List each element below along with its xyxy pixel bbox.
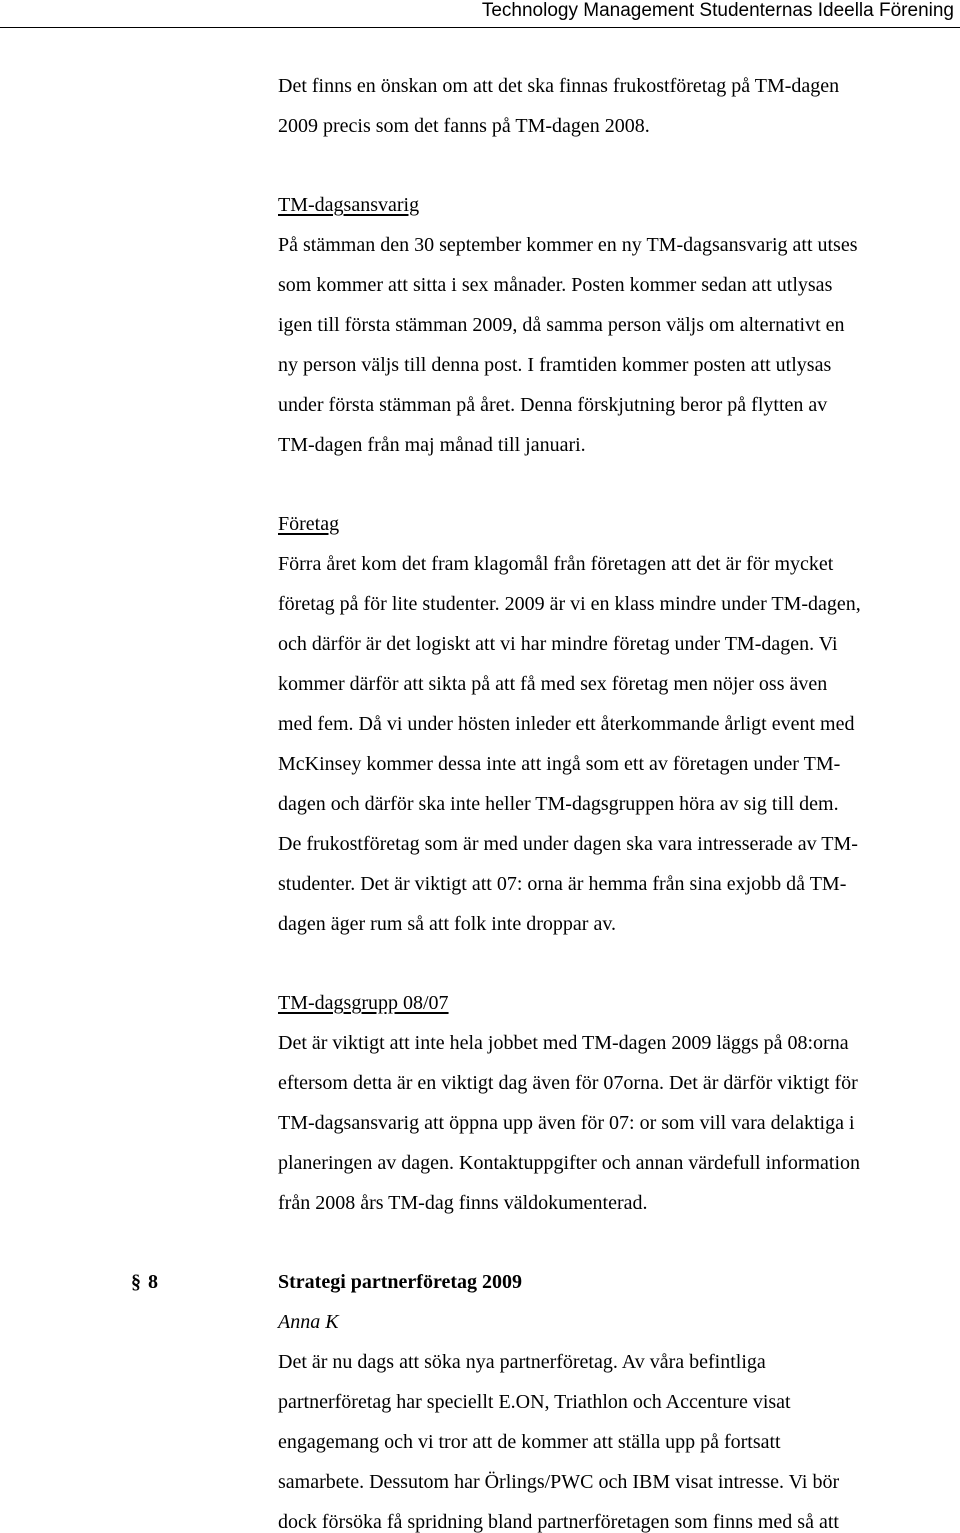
tm-group-line: från 2008 års TM-dag finns väldokumenterad. xyxy=(278,1192,648,1214)
companies-line: studenter. Det är viktigt att 07: orna är hemma från sina exjobb då TM- xyxy=(278,873,847,895)
section-line: dock försöka få spridning bland partnerföretagen som finns med så att xyxy=(278,1511,839,1533)
header-rule xyxy=(0,27,960,28)
companies-line: och därför är det logiskt att vi har mindre företag under TM-dagen. Vi xyxy=(278,633,838,655)
intro-line: 2009 precis som det fanns på TM-dagen 2008. xyxy=(278,115,650,137)
section-author: Anna K xyxy=(278,1311,339,1333)
tm-group-line: TM-dagsansvarig att öppna upp även för 07: or som vill vara delaktiga i xyxy=(278,1112,855,1134)
tm-responsible-heading: TM-dagsansvarig xyxy=(278,194,420,216)
section-line: partnerföretag har speciellt E.ON, Triathlon och Accenture visat xyxy=(278,1391,791,1413)
section-number: 8 xyxy=(148,1271,158,1293)
companies-heading: Företag xyxy=(278,513,340,535)
section-line: engagemang och vi tror att de kommer att ställa upp på fortsatt xyxy=(278,1431,781,1453)
tm-responsible-line: ny person väljs till denna post. I framtiden kommer posten att utlysas xyxy=(278,354,832,376)
tm-responsible-line: igen till första stämman 2009, då samma person väljs om alternativt en xyxy=(278,314,845,336)
section-symbol: § xyxy=(131,1271,141,1293)
tm-responsible-line: TM-dagen från maj månad till januari. xyxy=(278,434,586,456)
companies-line: De frukostföretag som är med under dagen ska vara intresserade av TM- xyxy=(278,833,858,855)
companies-line: kommer därför att sikta på att få med sex företag men nöjer oss även xyxy=(278,673,828,695)
companies-line: företag på för lite studenter. 2009 är vi en klass mindre under TM-dagen, xyxy=(278,593,861,615)
tm-group-line: eftersom detta är en viktigt dag även för 07orna. Det är därför viktigt för xyxy=(278,1072,858,1094)
tm-responsible-line: under första stämman på året. Denna förskjutning beror på flytten av xyxy=(278,394,828,416)
tm-group-heading: TM-dagsgrupp 08/07 xyxy=(278,992,449,1014)
companies-line: Förra året kom det fram klagomål från företagen att det är för mycket xyxy=(278,553,834,575)
section-line: samarbete. Dessutom har Örlings/PWC och IBM visat intresse. Vi bör xyxy=(278,1471,840,1493)
intro-line: Det finns en önskan om att det ska finnas frukostföretag på TM-dagen xyxy=(278,75,840,97)
companies-line: McKinsey kommer dessa inte att ingå som ett av företagen under TM- xyxy=(278,753,841,775)
tm-group-line: planeringen av dagen. Kontaktuppgifter och annan värdefull information xyxy=(278,1152,861,1174)
tm-responsible-line: som kommer att sitta i sex månader. Posten kommer sedan att utlysas xyxy=(278,274,833,296)
companies-line: med fem. Då vi under hösten inleder ett återkommande årligt event med xyxy=(278,713,855,735)
section-title: Strategi partnerföretag 2009 xyxy=(278,1271,523,1293)
companies-line: dagen äger rum så att folk inte droppar av. xyxy=(278,913,617,935)
tm-responsible-line: På stämman den 30 september kommer en ny TM-dagsansvarig att utses xyxy=(278,234,858,256)
running-header: Technology Management Studenternas Ideella Förening xyxy=(481,0,954,21)
section-line: Det är nu dags att söka nya partnerföretag. Av våra befintliga xyxy=(278,1351,766,1373)
companies-line: dagen och därför ska inte heller TM-dagsgruppen höra av sig till dem. xyxy=(278,793,839,815)
tm-group-line: Det är viktigt att inte hela jobbet med TM-dagen 2009 läggs på 08:orna xyxy=(278,1032,849,1054)
